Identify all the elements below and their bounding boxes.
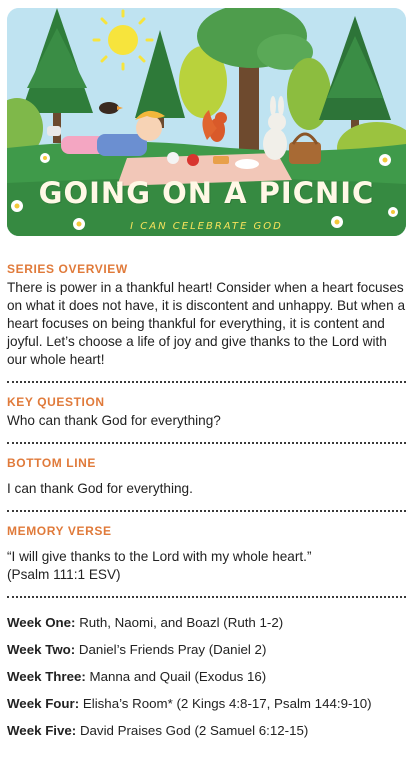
section-heading: SERIES OVERVIEW [7,262,128,276]
week-label: Week Five: [7,723,77,738]
dotted-divider [7,442,406,444]
hero-banner [7,8,406,236]
section-body: “I will give thanks to the Lord with my whole heart.” (Psalm 111:1 ESV) [7,549,312,582]
daisy-icon [40,153,50,163]
dotted-divider [7,510,406,512]
list-item [7,641,406,659]
section-series-overview [7,262,406,369]
section-heading: MEMORY VERSE [7,524,112,538]
daisy-icon [379,154,391,166]
list-item [7,695,406,713]
hero-subtitle: I CAN CELEBRATE GOD [130,221,283,232]
section-heading: KEY QUESTION [7,395,105,409]
section-bottom-line [7,456,406,498]
week-label: Week Three: [7,669,86,684]
dotted-divider [7,596,406,598]
section-heading: BOTTOM LINE [7,456,97,470]
week-label: Week Two: [7,642,76,657]
section-body: I can thank God for everything. [7,481,193,496]
section-key-question [7,395,406,430]
hero-title: GOING ON A PICNIC [38,176,375,210]
list-item [7,668,406,686]
dotted-divider [7,381,406,383]
section-memory-verse [7,524,406,584]
week-label: Week One: [7,615,76,630]
list-item [7,614,406,632]
week-text: Manna and Quail (Exodus 16) [89,669,267,684]
list-item [7,722,406,740]
week-text: Ruth, Naomi, and Boazl (Ruth 1-2) [79,615,284,630]
section-body: Who can thank God for everything? [7,413,221,428]
section-body: There is power in a thankful heart! Consider when a heart focuses on what it does not have, it is discontent and unhappy. But when a heart focuses on being thankful for everything, it is content and joyful. Let’s choose a life of joy and give thanks to the Lord with our whole heart! [7,280,406,367]
series-content [7,262,406,749]
week-text: Elisha’s Room* (2 Kings 4:8-17, Psalm 144:9-10) [82,696,372,711]
week-text: Daniel’s Friends Pray (Daniel 2) [78,642,267,657]
week-text: David Praises God (2 Samuel 6:12-15) [79,723,309,738]
week-label: Week Four: [7,696,80,711]
weeks-list [7,614,406,740]
